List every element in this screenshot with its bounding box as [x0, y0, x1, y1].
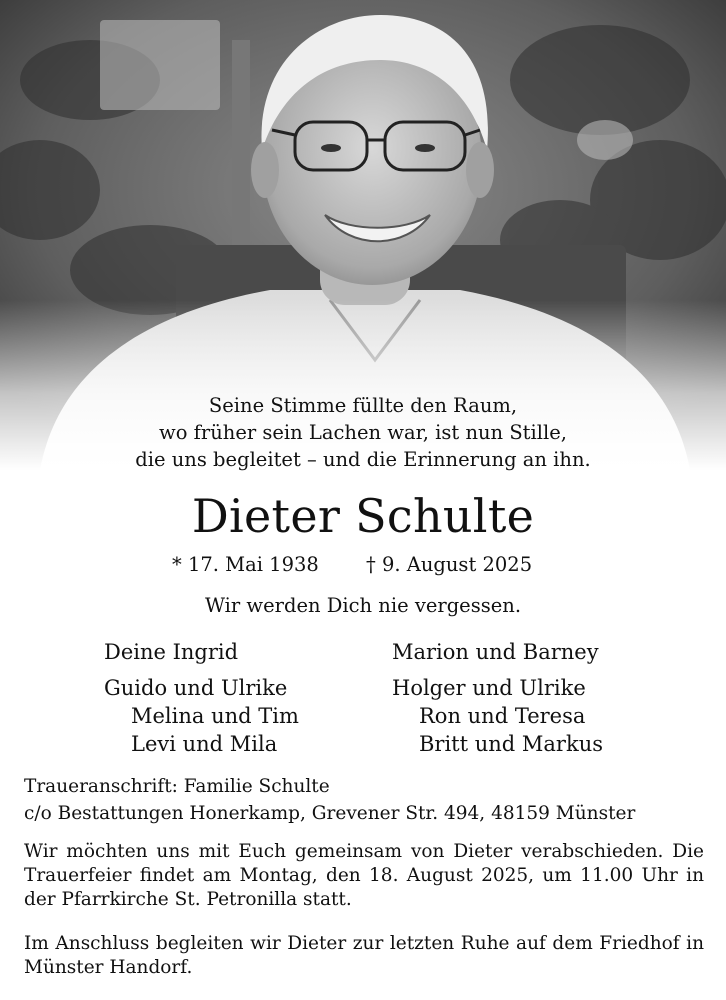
- deceased-name: Dieter Schulte: [191, 489, 535, 543]
- family-member: Holger und Ulrike: [392, 676, 586, 700]
- family-member: Deine Ingrid: [104, 640, 239, 664]
- motto: Wir werden Dich nie vergessen.: [204, 594, 522, 617]
- quote-line-3: die uns begleitet – und die Erinnerung an ihn.: [135, 448, 591, 471]
- quote-line-2: wo früher sein Lachen war, ist nun Stille,: [159, 421, 567, 444]
- address-line-2: c/o Bestattungen Honerkamp, Grevener Str. 494, 48159 Münster: [24, 803, 636, 824]
- family-member: Britt und Markus: [419, 732, 603, 756]
- burial-notice: Im Anschluss begleiten wir Dieter zur letzten Ruhe auf dem Friedhof in Münster Handorf.: [24, 933, 704, 978]
- ceremony-notice: Wir möchten uns mit Euch gemeinsam von Dieter verabschieden. Die Trauerfeier findet am Montag, den 18. August 2025, um 11.00 Uhr in der Pfarrkirche St. Petronilla statt.: [24, 841, 704, 910]
- family-member: Marion und Barney: [392, 640, 599, 664]
- birth-date: * 17. Mai 1938: [172, 553, 319, 576]
- family-member: Guido und Ulrike: [104, 676, 288, 700]
- family-member: Levi und Mila: [131, 732, 278, 756]
- family-member: Ron und Teresa: [419, 704, 586, 728]
- quote-line-1: Seine Stimme füllte den Raum,: [208, 394, 518, 417]
- death-date: † 9. August 2025: [366, 553, 533, 576]
- family-member: Melina und Tim: [131, 704, 299, 728]
- address-line-1: Traueranschrift: Familie Schulte: [24, 776, 330, 797]
